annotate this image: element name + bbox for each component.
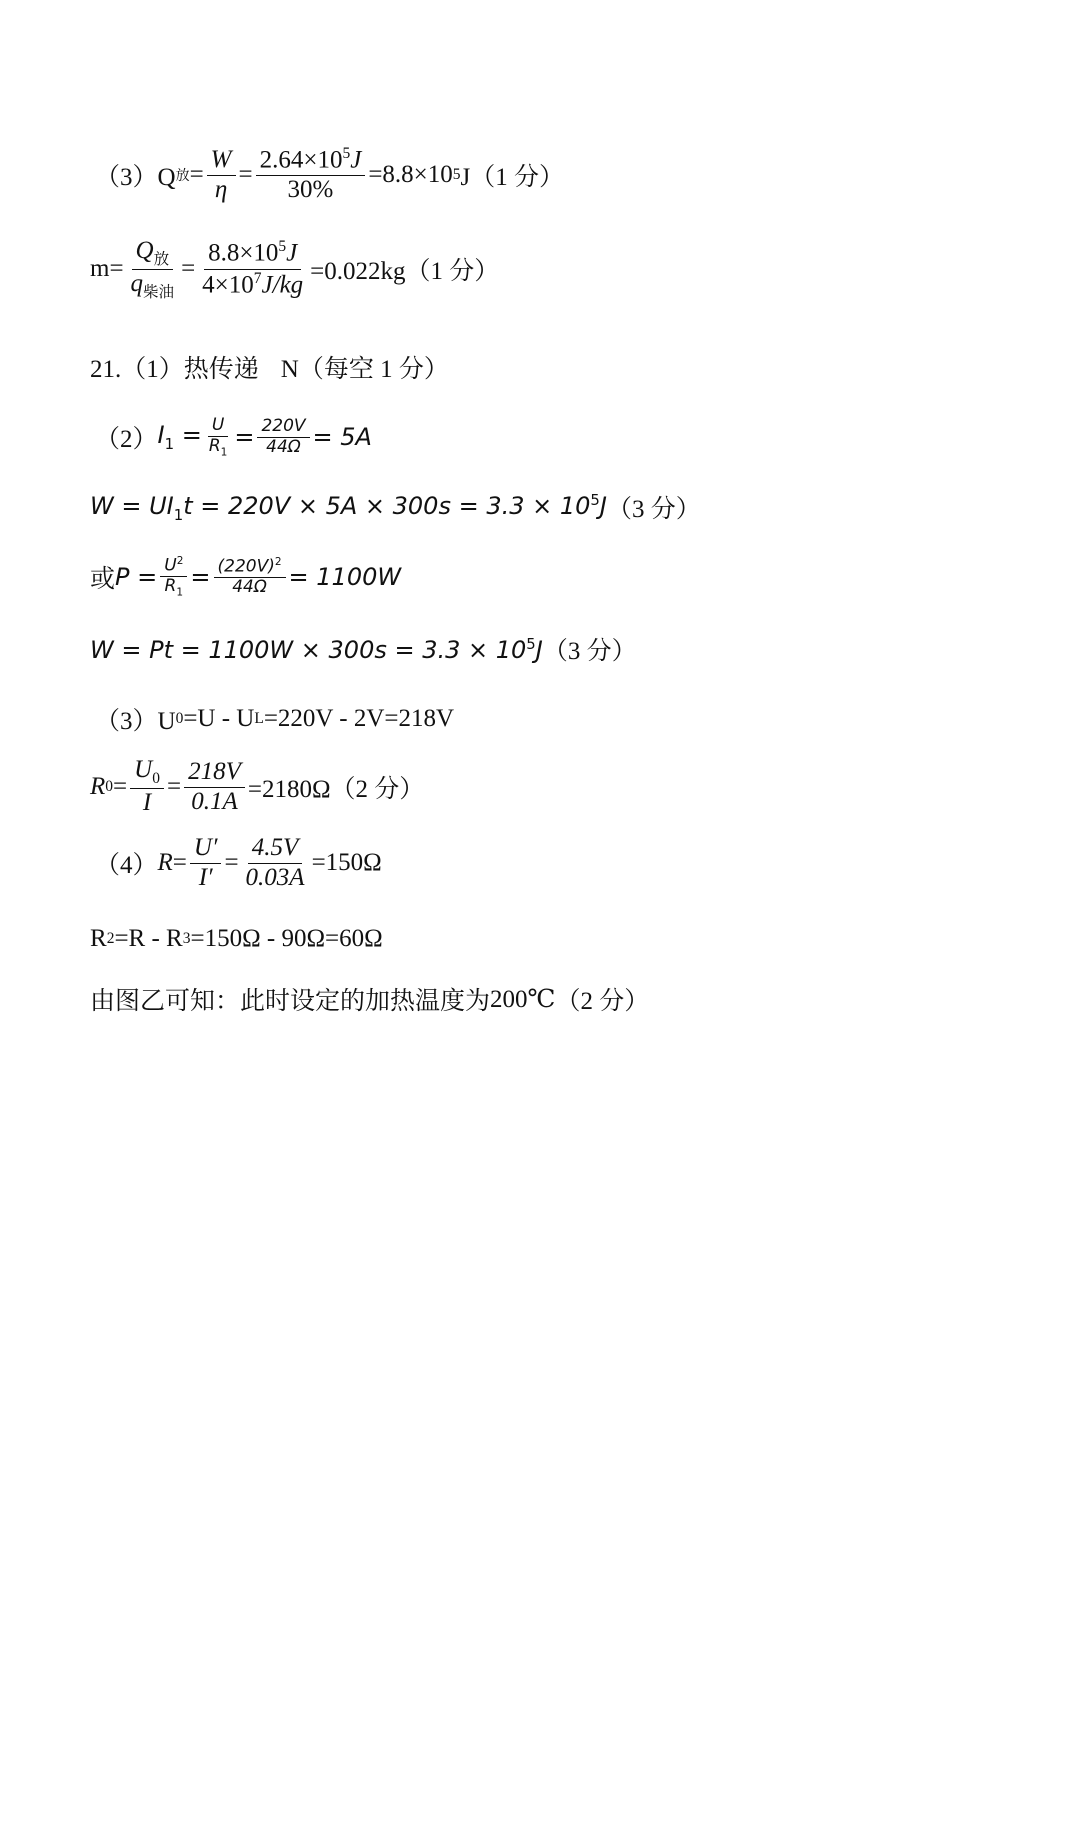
math: =	[190, 563, 211, 591]
denominator: 0.03A	[245, 863, 305, 891]
q21-part1	[90, 336, 449, 398]
numerator: $(220V)^2$	[214, 556, 286, 578]
conclusion	[90, 968, 649, 1030]
eq-resistance-r2	[90, 908, 383, 970]
fraction	[160, 555, 187, 599]
numerator: $U_0$	[130, 756, 164, 789]
text: 由图乙可知：此时设定的加热温度为	[90, 988, 491, 1015]
score: （3 分）	[606, 496, 701, 523]
subscript: 2	[106, 930, 115, 947]
fraction	[130, 756, 164, 818]
denominator: η	[214, 175, 228, 203]
text: =	[172, 849, 187, 876]
superscript: 5	[452, 166, 461, 183]
subscript: 放	[175, 169, 190, 184]
fraction	[205, 416, 232, 458]
math: $I_1$ =	[157, 421, 202, 453]
fraction	[207, 146, 236, 205]
text: 21.（1）热传递	[90, 356, 259, 383]
subscript: 0	[175, 710, 184, 727]
text: J（1 分）	[460, 164, 565, 191]
eq-current	[95, 406, 372, 468]
denominator: I	[142, 789, 152, 817]
numerator: U	[208, 416, 228, 437]
text: =150Ω - 90Ω=60Ω	[190, 925, 383, 952]
denominator: $R_1$	[208, 435, 228, 458]
score: （3 分）	[542, 638, 637, 665]
eq-heat-released	[95, 144, 564, 206]
numerator: $8.8\times 10^5J$	[204, 238, 301, 269]
text: （3）U	[95, 708, 176, 735]
temperature: 200℃	[490, 986, 556, 1013]
text: =150Ω	[311, 849, 382, 876]
denominator: I′	[198, 863, 213, 891]
subscript: 3	[182, 930, 191, 947]
subscript: 0	[105, 778, 114, 795]
math: P =	[115, 563, 158, 591]
eq-power	[90, 546, 401, 608]
text: 或	[90, 566, 116, 593]
numerator: $2.64\times 10^5J$	[256, 145, 366, 176]
text: =220V - 2V=218V	[263, 705, 455, 732]
text: =	[166, 773, 182, 800]
text: m=	[90, 255, 124, 282]
numerator: W	[207, 146, 236, 176]
numerator: 4.5V	[248, 834, 303, 864]
fraction	[198, 238, 307, 299]
text: R	[157, 849, 173, 876]
fraction	[184, 758, 245, 817]
text: =2180Ω（2 分）	[247, 776, 425, 803]
denominator: 44Ω	[266, 436, 301, 457]
eq-voltage	[95, 688, 454, 750]
eq-resistance-r	[95, 832, 382, 894]
text: =	[181, 255, 196, 282]
text: （2）	[95, 426, 158, 453]
text: =	[224, 849, 239, 876]
text: =U - U	[183, 705, 255, 732]
fraction	[242, 834, 309, 893]
numerator: 220V	[257, 417, 309, 438]
denominator: 0.1A	[191, 787, 238, 815]
eq-mass	[90, 238, 499, 300]
text: =	[238, 161, 253, 188]
text: R	[90, 925, 107, 952]
eq-work-2	[90, 618, 637, 680]
denominator: $4\times 10^7J/kg$	[202, 269, 304, 298]
text: （3）Q	[95, 164, 176, 191]
denominator: $R_1$	[164, 576, 184, 599]
fraction	[190, 834, 222, 893]
numerator: 218V	[184, 758, 245, 788]
text: =	[113, 773, 128, 800]
text: （4）	[95, 852, 158, 879]
math: =	[234, 423, 255, 451]
denominator: 30%	[287, 176, 334, 204]
numerator: $Q_放$	[132, 237, 174, 270]
math: $W = UI_1t = 220V \times 5A \times 300s = 3.3 \times 10^5J$	[90, 490, 607, 524]
text: N（每空 1 分）	[280, 356, 449, 383]
eq-resistance-r0	[90, 756, 424, 818]
denominator: 44Ω	[232, 577, 267, 598]
score: （2 分）	[555, 988, 650, 1015]
math: = 5A	[312, 423, 372, 451]
fraction	[127, 237, 179, 302]
math: $W = Pt = 1100W \times 300s = 3.3 \times 10^5J$	[90, 634, 543, 664]
text: =8.8×10	[368, 161, 453, 188]
text: R	[90, 773, 106, 800]
eq-work-1	[90, 476, 701, 538]
fraction	[256, 145, 366, 205]
fraction	[214, 556, 286, 598]
subscript: L	[254, 710, 264, 727]
numerator: $U^2$	[160, 555, 187, 577]
text: =	[189, 161, 204, 188]
text: =0.022kg（1 分）	[310, 258, 500, 285]
numerator: U′	[190, 834, 222, 864]
math: = 1100W	[288, 563, 402, 591]
denominator: $q_{柴油}$	[130, 269, 175, 301]
fraction	[257, 417, 309, 457]
text: =R - R	[114, 925, 183, 952]
